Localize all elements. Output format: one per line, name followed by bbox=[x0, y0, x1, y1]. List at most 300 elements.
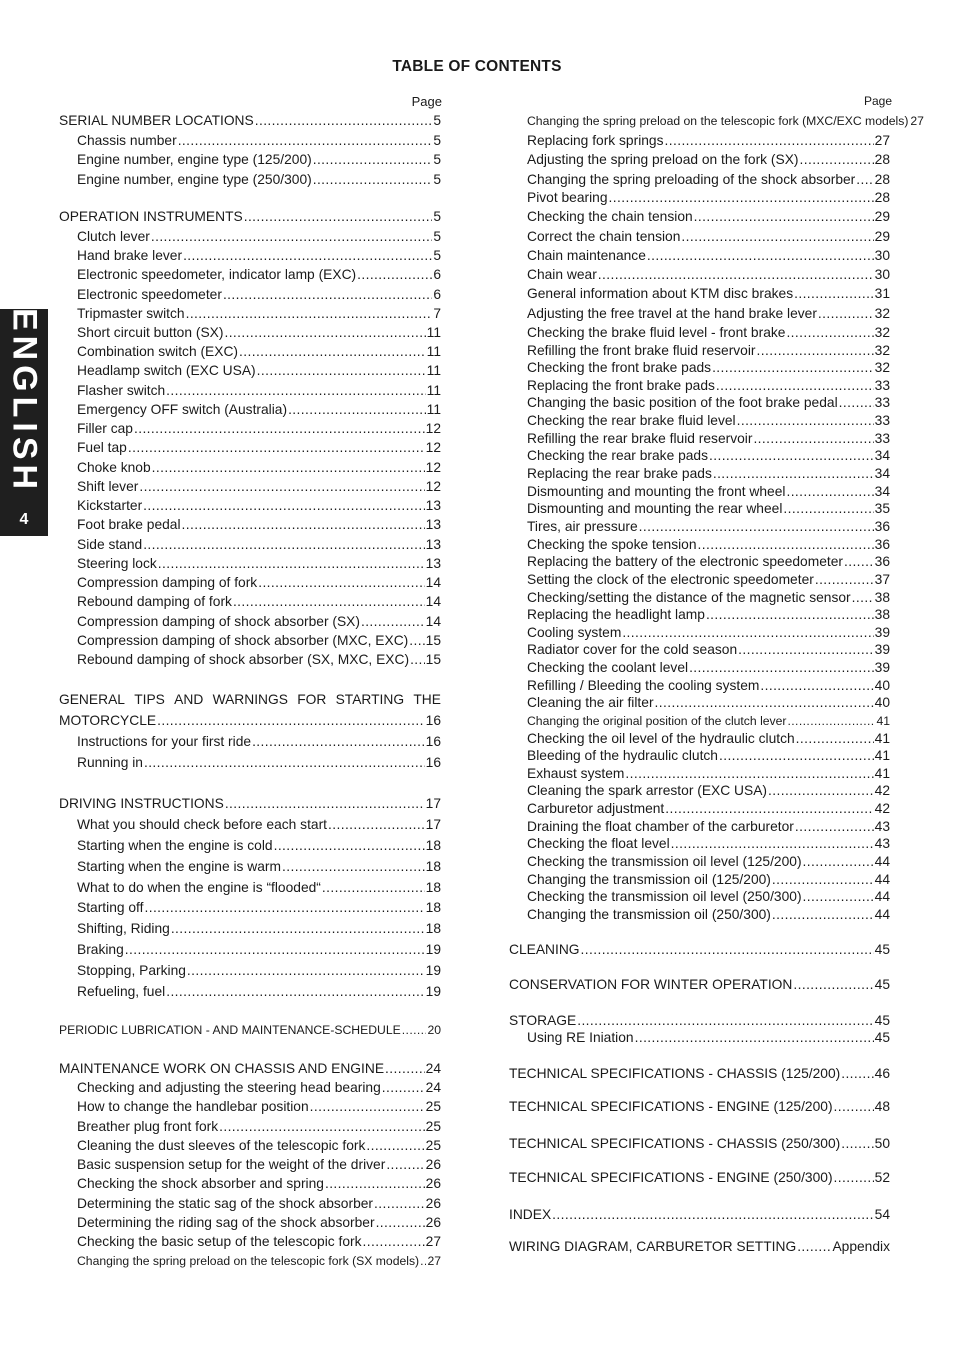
toc-entry-bleeding-of-the-hydraulic-clutch[interactable] bbox=[527, 747, 890, 765]
dot-leader bbox=[402, 1021, 427, 1039]
toc-entry-cleaning-the-spark-arrestor-exc-usa[interactable] bbox=[527, 782, 890, 800]
toc-entry-page: 12 bbox=[425, 440, 441, 455]
toc-entry-page: 41 bbox=[874, 748, 890, 763]
toc-entry-title: Tripmaster switch bbox=[77, 306, 185, 321]
toc-entry-page: 32 bbox=[874, 343, 890, 358]
toc-entry-page: 27 bbox=[425, 1234, 441, 1249]
toc-entry-title: OPERATION INSTRUMENTS bbox=[59, 209, 243, 224]
toc-entry-page: 26 bbox=[425, 1176, 441, 1191]
toc-entry-electronic-speedometer-indicator-lamp-exc[interactable] bbox=[77, 266, 441, 284]
toc-entry-replacing-the-battery-of-the-electronic-speedome[interactable] bbox=[527, 553, 890, 571]
dot-leader bbox=[768, 782, 874, 800]
toc-entry-technical-specifications-engine-125-200[interactable] bbox=[509, 1098, 890, 1116]
toc-entry-setting-the-clock-of-the-electronic-speedometer[interactable] bbox=[527, 571, 890, 589]
dot-leader bbox=[552, 1206, 873, 1224]
toc-entry-title: Braking bbox=[77, 942, 124, 957]
toc-entry-refilling-the-rear-brake-fluid-reservoir[interactable] bbox=[527, 430, 890, 448]
toc-entry-page: 16 bbox=[425, 713, 441, 728]
toc-entry-replacing-the-headlight-lamp[interactable] bbox=[527, 606, 890, 624]
toc-entry-page: 35 bbox=[874, 501, 890, 516]
toc-entry-index[interactable] bbox=[509, 1206, 890, 1224]
toc-entry-page: 33 bbox=[874, 413, 890, 428]
toc-entry-headlamp-switch-exc-usa[interactable] bbox=[77, 362, 441, 380]
toc-entry-title: Changing the basic position of the foot brake pedal bbox=[527, 395, 838, 410]
toc-entry-page: 40 bbox=[874, 695, 890, 710]
dot-leader bbox=[841, 1065, 873, 1083]
toc-entry-driving-instructions[interactable] bbox=[59, 795, 441, 813]
toc-entry-page: 27 bbox=[427, 1254, 441, 1268]
toc-entry-draining-the-float-chamber-of-the-carburetor[interactable] bbox=[527, 818, 890, 836]
toc-entry-page: 28 bbox=[874, 190, 890, 205]
toc-entry-flasher-switch[interactable] bbox=[77, 382, 441, 400]
toc-entry-technical-specifications-chassis-125-200[interactable] bbox=[509, 1065, 890, 1083]
toc-entry-replacing-the-front-brake-pads[interactable] bbox=[527, 377, 890, 395]
toc-entry-breather-plug-front-fork[interactable] bbox=[77, 1118, 441, 1136]
toc-entry-starting-off[interactable] bbox=[77, 899, 441, 917]
toc-entry-word: THE bbox=[413, 692, 441, 707]
toc-entry-page: 15 bbox=[425, 633, 441, 648]
toc-entry-using-re-iniation[interactable] bbox=[527, 1029, 890, 1047]
toc-entry-page: 28 bbox=[874, 172, 890, 187]
toc-entry-title: Tires, air pressure bbox=[527, 519, 638, 534]
dot-leader bbox=[783, 500, 873, 518]
dot-leader bbox=[152, 459, 425, 477]
toc-entry-page: 5 bbox=[433, 133, 441, 148]
dot-leader bbox=[856, 171, 873, 189]
dot-leader bbox=[282, 858, 425, 876]
toc-entry-steering-lock[interactable] bbox=[77, 555, 441, 573]
toc-entry-title: Starting off bbox=[77, 900, 144, 915]
toc-entry-cleaning-the-dust-sleeves-of-the-telescopic-fork[interactable] bbox=[77, 1137, 441, 1155]
dot-leader bbox=[655, 694, 874, 712]
dot-leader bbox=[757, 342, 874, 360]
toc-entry-title: Checking the front brake pads bbox=[527, 360, 712, 375]
dot-leader bbox=[797, 1238, 831, 1256]
toc-entry-title: Replacing fork springs bbox=[527, 133, 664, 148]
dot-leader bbox=[233, 593, 425, 611]
toc-entry-title: Changing the transmission oil (125/200) bbox=[527, 872, 771, 887]
dot-leader bbox=[151, 228, 432, 246]
toc-entry-changing-the-transmission-oil-125-200[interactable] bbox=[527, 871, 890, 889]
toc-entry-title: What to do when the engine is “flooded“ bbox=[77, 880, 321, 895]
toc-entry-conservation-for-winter-operation[interactable] bbox=[509, 976, 890, 994]
toc-entry-starting-when-the-engine-is-cold[interactable] bbox=[77, 837, 441, 855]
toc-entry-title: Carburetor adjustment bbox=[527, 801, 665, 816]
dot-leader bbox=[187, 962, 425, 980]
toc-entry-general-tips-and-warnings-for-starting-the[interactable] bbox=[59, 691, 441, 709]
toc-entry-page: 27 bbox=[910, 114, 924, 128]
dot-leader bbox=[647, 247, 874, 265]
dot-leader bbox=[325, 1175, 425, 1193]
dot-leader bbox=[144, 899, 424, 917]
toc-entry-choke-knob[interactable] bbox=[77, 459, 441, 477]
toc-entry-general-information-about-ktm-disc-brakes[interactable] bbox=[527, 285, 890, 303]
toc-entry-checking-the-transmission-oil-level-250-300[interactable] bbox=[527, 888, 890, 906]
toc-entry-radiator-cover-for-the-cold-season[interactable] bbox=[527, 641, 890, 659]
language-label: ENGLISH bbox=[5, 307, 44, 495]
toc-entry-page: 45 bbox=[874, 1013, 890, 1028]
toc-entry-emergency-off-switch-australia[interactable] bbox=[77, 401, 441, 419]
dot-leader bbox=[716, 377, 874, 395]
dot-leader bbox=[410, 651, 425, 669]
toc-entry-page: 17 bbox=[425, 817, 441, 832]
toc-entry-title: Changing the original position of the clutch lever bbox=[527, 714, 787, 728]
toc-entry-title: Rebound damping of shock absorber (SX, MXC, EXC) bbox=[77, 652, 410, 667]
toc-entry-title: Checking the coolant level bbox=[527, 660, 689, 675]
dot-leader bbox=[144, 754, 425, 772]
dot-leader bbox=[386, 1156, 424, 1174]
toc-entry-title: Choke knob bbox=[77, 460, 151, 475]
dot-leader bbox=[786, 483, 873, 501]
toc-entry-title: Checking the float level bbox=[527, 836, 670, 851]
toc-entry-page: 41 bbox=[874, 731, 890, 746]
toc-entry-checking-the-front-brake-pads[interactable] bbox=[527, 359, 890, 377]
dot-leader bbox=[793, 976, 873, 994]
toc-entry-kickstarter[interactable] bbox=[77, 497, 441, 515]
toc-entry-page: 33 bbox=[874, 395, 890, 410]
dot-leader bbox=[772, 871, 874, 889]
toc-entry-title: Fuel tap bbox=[77, 440, 127, 455]
toc-entry-checking-the-coolant-level[interactable] bbox=[527, 659, 890, 677]
toc-entry-checking-the-float-level[interactable] bbox=[527, 835, 890, 853]
toc-entry-page: 19 bbox=[425, 942, 441, 957]
toc-entry-correct-the-chain-tension[interactable] bbox=[527, 228, 890, 246]
toc-entry-changing-the-spring-preload-on-the-telescopic-fo[interactable] bbox=[527, 112, 924, 130]
toc-entry-title: Headlamp switch (EXC USA) bbox=[77, 363, 256, 378]
dot-leader bbox=[794, 285, 874, 303]
toc-entry-chain-maintenance[interactable] bbox=[527, 247, 890, 265]
toc-entry-adjusting-the-spring-preload-on-the-fork-sx[interactable] bbox=[527, 151, 890, 169]
dot-leader bbox=[258, 574, 424, 592]
toc-entry-engine-number-engine-type-125-200[interactable] bbox=[77, 151, 441, 169]
dot-leader bbox=[815, 571, 874, 589]
toc-entry-title: Correct the chain tension bbox=[527, 229, 681, 244]
toc-entry-title: Checking the rear brake pads bbox=[527, 448, 708, 463]
toc-entry-page: 38 bbox=[874, 590, 890, 605]
toc-entry-foot-brake-pedal[interactable] bbox=[77, 516, 441, 534]
dot-leader bbox=[139, 478, 424, 496]
toc-entry-stopping-parking[interactable] bbox=[77, 962, 441, 980]
toc-entry-page: 25 bbox=[425, 1119, 441, 1134]
toc-entry-fuel-tap[interactable] bbox=[77, 439, 441, 457]
toc-entry-title: Compression damping of shock absorber (MXC, EXC) bbox=[77, 633, 409, 648]
toc-entry-changing-the-spring-preloading-of-the-shock-abso[interactable] bbox=[527, 171, 890, 189]
toc-entry-tripmaster-switch[interactable] bbox=[77, 305, 441, 323]
toc-entry-changing-the-transmission-oil-250-300[interactable] bbox=[527, 906, 890, 924]
toc-entry-serial-number-locations[interactable] bbox=[59, 112, 441, 130]
toc-entry-page: 14 bbox=[425, 614, 441, 629]
toc-entry-starting-when-the-engine-is-warm[interactable] bbox=[77, 858, 441, 876]
toc-entry-word: WARNINGS bbox=[212, 692, 288, 707]
toc-entry-tires-air-pressure[interactable] bbox=[527, 518, 890, 536]
dot-leader bbox=[712, 359, 874, 377]
dot-leader bbox=[786, 324, 873, 342]
dot-leader bbox=[625, 765, 873, 783]
toc-entry-title: Basic suspension setup for the weight of the driver bbox=[77, 1157, 386, 1172]
toc-entry-changing-the-original-position-of-the-clutch-lev[interactable] bbox=[527, 712, 890, 730]
toc-entry-page: 13 bbox=[425, 537, 441, 552]
toc-entry-title: Checking the rear brake fluid level bbox=[527, 413, 736, 428]
dot-leader bbox=[313, 151, 433, 169]
toc-entry-checking-the-rear-brake-pads[interactable] bbox=[527, 447, 890, 465]
dot-leader bbox=[134, 420, 425, 438]
toc-entry-title: TECHNICAL SPECIFICATIONS - ENGINE (125/200) bbox=[509, 1099, 833, 1114]
toc-entry-page: 36 bbox=[874, 554, 890, 569]
toc-entry-periodic-lubrication-and-maintenance-schedule[interactable] bbox=[59, 1021, 441, 1039]
toc-entry-compression-damping-of-shock-absorber-mxc-exc[interactable] bbox=[77, 632, 441, 650]
toc-entry-title: Instructions for your first ride bbox=[77, 734, 252, 749]
toc-entry-title: Refilling the rear brake fluid reservoir bbox=[527, 431, 753, 446]
toc-entry-title: Refueling, fuel bbox=[77, 984, 166, 999]
toc-entry-page: 38 bbox=[874, 607, 890, 622]
dot-leader bbox=[803, 888, 874, 906]
toc-entry-instructions-for-your-first-ride[interactable] bbox=[77, 733, 441, 751]
dot-leader bbox=[796, 730, 874, 748]
toc-entry-shift-lever[interactable] bbox=[77, 478, 441, 496]
toc-entry-title: STORAGE bbox=[509, 1013, 577, 1028]
toc-entry-determining-the-static-sag-of-the-shock-absorber[interactable] bbox=[77, 1195, 441, 1213]
toc-entry-page: 29 bbox=[874, 229, 890, 244]
toc-entry-page: 31 bbox=[874, 286, 890, 301]
toc-entry-replacing-fork-springs[interactable] bbox=[527, 132, 890, 150]
toc-entry-page: 40 bbox=[874, 678, 890, 693]
toc-entry-page: 50 bbox=[874, 1136, 890, 1151]
toc-entry-title: Compression damping of fork bbox=[77, 575, 258, 590]
toc-entry-title: Refilling / Bleeding the cooling system bbox=[527, 678, 760, 693]
toc-entry-title: MAINTENANCE WORK ON CHASSIS AND ENGINE bbox=[59, 1061, 385, 1076]
toc-entry-rebound-damping-of-fork[interactable] bbox=[77, 593, 441, 611]
toc-entry-word: AND bbox=[174, 692, 204, 707]
right-page-column-label: Page bbox=[863, 94, 892, 108]
toc-entry-engine-number-engine-type-250-300[interactable] bbox=[77, 171, 441, 189]
toc-entry-adjusting-the-free-travel-at-the-hand-brake-leve[interactable] bbox=[527, 305, 890, 323]
dot-leader bbox=[841, 1135, 873, 1153]
toc-entry-running-in[interactable] bbox=[77, 754, 441, 772]
toc-entry-operation-instruments[interactable] bbox=[59, 208, 441, 226]
toc-entry-page: 42 bbox=[874, 801, 890, 816]
toc-entry-checking-the-chain-tension[interactable] bbox=[527, 208, 890, 226]
toc-entry-pivot-bearing[interactable] bbox=[527, 189, 890, 207]
toc-entry-title: Kickstarter bbox=[77, 498, 143, 513]
toc-entry-shifting-riding[interactable] bbox=[77, 920, 441, 938]
dot-leader bbox=[143, 497, 424, 515]
toc-entry-title: Determining the static sag of the shock absorber bbox=[77, 1196, 374, 1211]
dot-leader bbox=[288, 401, 426, 419]
toc-entry-page: 33 bbox=[874, 378, 890, 393]
toc-entry-page: 41 bbox=[876, 714, 890, 728]
toc-entry-page: 32 bbox=[874, 306, 890, 321]
toc-entry-hand-brake-lever[interactable] bbox=[77, 247, 441, 265]
toc-entry-basic-suspension-setup-for-the-weight-of-the-dri[interactable] bbox=[77, 1156, 441, 1174]
toc-entry-dismounting-and-mounting-the-rear-wheel[interactable] bbox=[527, 500, 890, 518]
toc-entry-title: Stopping, Parking bbox=[77, 963, 186, 978]
toc-entry-page: 12 bbox=[425, 421, 441, 436]
toc-entry-page: 5 bbox=[433, 172, 441, 187]
toc-entry-title: MOTORCYCLE bbox=[59, 713, 157, 728]
toc-entry-technical-specifications-engine-250-300[interactable] bbox=[509, 1169, 890, 1187]
toc-entry-what-you-should-check-before-each-start[interactable] bbox=[77, 816, 441, 834]
toc-entry-checking-the-rear-brake-fluid-level[interactable] bbox=[527, 412, 890, 430]
dot-leader bbox=[834, 1169, 874, 1187]
page-title: TABLE OF CONTENTS bbox=[392, 58, 562, 75]
toc-entry-technical-specifications-chassis-250-300[interactable] bbox=[509, 1135, 890, 1153]
toc-entry-electronic-speedometer[interactable] bbox=[77, 286, 441, 304]
dot-leader bbox=[671, 835, 874, 853]
toc-entry-checking-the-transmission-oil-level-125-200[interactable] bbox=[527, 853, 890, 871]
toc-entry-storage[interactable] bbox=[509, 1012, 890, 1030]
toc-entry-page: 41 bbox=[874, 766, 890, 781]
toc-entry-changing-the-spring-preload-on-the-telescopic-fo[interactable] bbox=[77, 1252, 441, 1270]
toc-entry-page: 26 bbox=[425, 1196, 441, 1211]
toc-entry-changing-the-basic-position-of-the-foot-brake-pe[interactable] bbox=[527, 394, 890, 412]
toc-entry-page: 16 bbox=[425, 734, 441, 749]
toc-entry-title: TECHNICAL SPECIFICATIONS - CHASSIS (250/300) bbox=[509, 1136, 841, 1151]
toc-entry-title: Checking the spoke tension bbox=[527, 537, 697, 552]
toc-entry-checking-and-adjusting-the-steering-head-bearing[interactable] bbox=[77, 1079, 441, 1097]
toc-entry-page: 11 bbox=[426, 363, 441, 378]
toc-entry-checking-the-spoke-tension[interactable] bbox=[527, 536, 890, 554]
toc-entry-page: 11 bbox=[426, 325, 441, 340]
toc-entry-page: 6 bbox=[433, 267, 441, 282]
toc-entry-short-circuit-button-sx[interactable] bbox=[77, 324, 441, 342]
toc-entry-page: 28 bbox=[874, 152, 890, 167]
toc-entry-filler-cap[interactable] bbox=[77, 420, 441, 438]
toc-entry-title: Starting when the engine is cold bbox=[77, 838, 273, 853]
toc-entry-title: Flasher switch bbox=[77, 383, 166, 398]
toc-entry-compression-damping-of-fork[interactable] bbox=[77, 574, 441, 592]
toc-entry-carburetor-adjustment[interactable] bbox=[527, 800, 890, 818]
toc-entry-title: INDEX bbox=[509, 1207, 552, 1222]
toc-entry-page: 44 bbox=[874, 872, 890, 887]
toc-entry-page: 43 bbox=[874, 836, 890, 851]
toc-entry-chain-wear[interactable] bbox=[527, 266, 890, 284]
dot-leader bbox=[839, 394, 874, 412]
toc-entry-page: 5 bbox=[433, 229, 441, 244]
toc-entry-page: 30 bbox=[874, 248, 890, 263]
toc-entry-side-stand[interactable] bbox=[77, 536, 441, 554]
toc-entry-dismounting-and-mounting-the-front-wheel[interactable] bbox=[527, 483, 890, 501]
toc-entry-refilling-bleeding-the-cooling-system[interactable] bbox=[527, 677, 890, 695]
toc-entry-page: 5 bbox=[433, 152, 441, 167]
toc-entry-title: TECHNICAL SPECIFICATIONS - ENGINE (250/300) bbox=[509, 1170, 833, 1185]
toc-entry-page: 5 bbox=[433, 209, 441, 224]
dot-leader bbox=[738, 641, 874, 659]
toc-entry-page: 17 bbox=[425, 796, 441, 811]
toc-entry-motorcycle[interactable] bbox=[59, 712, 441, 730]
toc-entry-page: 11 bbox=[426, 383, 441, 398]
toc-entry-title: WIRING DIAGRAM, CARBURETOR SETTING bbox=[509, 1239, 797, 1254]
toc-entry-checking-the-oil-level-of-the-hydraulic-clutch[interactable] bbox=[527, 730, 890, 748]
toc-entry-title: Checking and adjusting the steering head bearing bbox=[77, 1080, 381, 1095]
toc-entry-how-to-change-the-handlebar-position[interactable] bbox=[77, 1098, 441, 1116]
toc-entry-title: Cleaning the dust sleeves of the telescopic fork bbox=[77, 1138, 366, 1153]
toc-entry-title: Cooling system bbox=[527, 625, 622, 640]
toc-entry-page: Appendix bbox=[832, 1239, 890, 1254]
toc-entry-page: 24 bbox=[425, 1061, 441, 1076]
toc-entry-checking-setting-the-distance-of-the-magnetic-se[interactable] bbox=[527, 589, 890, 607]
toc-entry-title: How to change the handlebar position bbox=[77, 1099, 309, 1114]
dot-leader bbox=[609, 189, 874, 207]
dot-leader bbox=[239, 343, 426, 361]
dot-leader bbox=[313, 171, 433, 189]
toc-entry-title: Checking the transmission oil level (125/200) bbox=[527, 854, 802, 869]
toc-entry-exhaust-system[interactable] bbox=[527, 765, 890, 783]
toc-entry-title: Checking the brake fluid level - front brake bbox=[527, 325, 786, 340]
toc-entry-checking-the-basic-setup-of-the-telescopic-fork[interactable] bbox=[77, 1233, 441, 1251]
toc-entry-title: Compression damping of shock absorber (SX) bbox=[77, 614, 360, 629]
toc-entry-checking-the-brake-fluid-level-front-brake[interactable] bbox=[527, 324, 890, 342]
toc-entry-title: Dismounting and mounting the front wheel bbox=[527, 484, 786, 499]
toc-entry-determining-the-riding-sag-of-the-shock-absorber[interactable] bbox=[77, 1214, 441, 1232]
toc-entry-page: 13 bbox=[425, 498, 441, 513]
toc-entry-title: Replacing the rear brake pads bbox=[527, 466, 712, 481]
dot-leader bbox=[225, 795, 425, 813]
toc-entry-wiring-diagram-carburetor-setting[interactable] bbox=[509, 1238, 890, 1256]
dot-leader bbox=[665, 800, 873, 818]
toc-entry-title: Foot brake pedal bbox=[77, 517, 181, 532]
toc-entry-title: Shifting, Riding bbox=[77, 921, 170, 936]
toc-entry-compression-damping-of-shock-absorber-sx[interactable] bbox=[77, 613, 441, 631]
toc-entry-cooling-system[interactable] bbox=[527, 624, 890, 642]
toc-entry-title: Hand brake lever bbox=[77, 248, 183, 263]
toc-entry-page: 13 bbox=[425, 517, 441, 532]
toc-entry-page: 33 bbox=[874, 431, 890, 446]
toc-entry-cleaning-the-air-filter[interactable] bbox=[527, 694, 890, 712]
dot-leader bbox=[689, 659, 874, 677]
toc-entry-page: 18 bbox=[425, 900, 441, 915]
toc-entry-page: 19 bbox=[425, 984, 441, 999]
toc-entry-braking[interactable] bbox=[77, 941, 441, 959]
toc-entry-page: 44 bbox=[874, 907, 890, 922]
toc-entry-clutch-lever[interactable] bbox=[77, 228, 441, 246]
toc-entry-maintenance-work-on-chassis-and-engine[interactable] bbox=[59, 1060, 441, 1078]
dot-leader bbox=[719, 747, 874, 765]
toc-entry-title: Shift lever bbox=[77, 479, 139, 494]
toc-entry-refueling-fuel[interactable] bbox=[77, 983, 441, 1001]
toc-entry-checking-the-shock-absorber-and-spring[interactable] bbox=[77, 1175, 441, 1193]
toc-entry-title: Checking the shock absorber and spring bbox=[77, 1176, 324, 1191]
dot-leader bbox=[681, 228, 873, 246]
dot-leader bbox=[255, 112, 433, 130]
toc-entry-title: Cleaning the spark arrestor (EXC USA) bbox=[527, 783, 768, 798]
toc-entry-title: CLEANING bbox=[509, 942, 580, 957]
toc-entry-cleaning[interactable] bbox=[509, 941, 890, 959]
toc-entry-title: TECHNICAL SPECIFICATIONS - CHASSIS (125/200) bbox=[509, 1066, 841, 1081]
toc-entry-replacing-the-rear-brake-pads[interactable] bbox=[527, 465, 890, 483]
dot-leader bbox=[361, 613, 425, 631]
toc-entry-combination-switch-exc[interactable] bbox=[77, 343, 441, 361]
toc-entry-page: 15 bbox=[425, 652, 441, 667]
toc-entry-page: 11 bbox=[426, 402, 441, 417]
dot-leader bbox=[158, 555, 425, 573]
dot-leader bbox=[357, 266, 432, 284]
toc-entry-refilling-the-front-brake-fluid-reservoir[interactable] bbox=[527, 342, 890, 360]
toc-entry-page: 16 bbox=[425, 755, 441, 770]
dot-leader bbox=[622, 624, 873, 642]
dot-leader bbox=[581, 941, 874, 959]
toc-entry-title: Breather plug front fork bbox=[77, 1119, 219, 1134]
toc-entry-rebound-damping-of-shock-absorber-sx-mxc-exc[interactable] bbox=[77, 651, 441, 669]
toc-entry-page: 52 bbox=[874, 1170, 890, 1185]
dot-leader bbox=[166, 983, 424, 1001]
toc-entry-page: 34 bbox=[874, 466, 890, 481]
toc-entry-title: Short circuit button (SX) bbox=[77, 325, 224, 340]
toc-entry-chassis-number[interactable] bbox=[77, 132, 441, 150]
dot-leader bbox=[844, 553, 874, 571]
dot-leader bbox=[420, 1252, 426, 1270]
toc-entry-what-to-do-when-the-engine-is-flooded[interactable] bbox=[77, 879, 441, 897]
dot-leader bbox=[818, 305, 874, 323]
